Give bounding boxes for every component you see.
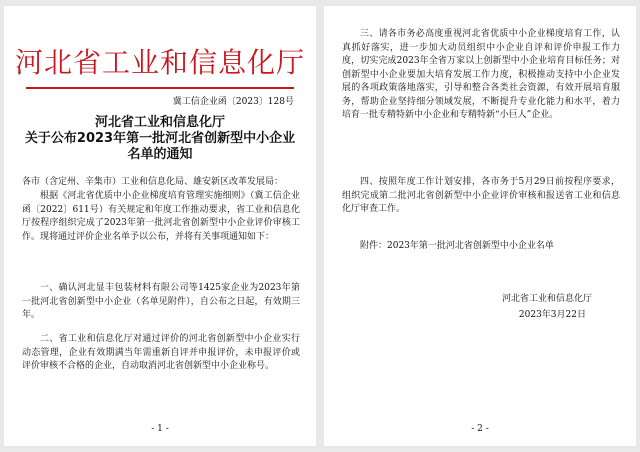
attachment-line: 附件：2023年第一批河北省创新型中小企业名单 [360, 241, 554, 251]
item-3-paragraph: 三、请各市务必高度重视河北省优质中小企业梯度培育工作，认真抓好落实，进一步加大动员组织中小企业自评和评价申报工作力度，切实完成2023年全省万家以上创新型中小企业培育目标任务；对创新型中小企业要加大培育发展工作力度，积极推动支持中小企业发展的各项政策落地落实，引导和整合各类社会资源，有效开展培育服务，帮助企业坚持细分领域发展，不断提升专业化能力和水平，着力培育一批专精特新中小企业和专精特新“小巨人”企业。 [342, 29, 620, 120]
item-1-paragraph: 一、确认河北显丰包装材料有限公司等1425家企业为2023年第一批河北省创新型中小企业（名单见附件），自公布之日起，有效期三年。 [22, 283, 300, 320]
document-page-1 [4, 6, 316, 446]
notice-title [4, 115, 316, 163]
document-number: 冀工信企业函〔2023〕128号 [172, 97, 294, 107]
red-divider [26, 87, 294, 89]
notice-title-line: 名单的通知 [127, 147, 193, 162]
item-4-paragraph: 四、按照年度工作计划安排，各市务于5月29日前按程序要求，组织完成第二批河北省创新型中小企业评价审核和报送省工业和信息化厅审查工作。 [342, 177, 620, 214]
letterhead-title: 河北省工业和信息化厅 [14, 46, 305, 79]
item-2-paragraph: 二、省工业和信息化厅对通过评价的河北省创新型中小企业实行动态管理，企业有效期满当年需重新自评并申报评价，未申报评价或评价审核不合格的企业，自动取消河北省创新型中小企业称号。 [22, 334, 300, 371]
notice-title-line: 关于公布2023年第一批河北省创新型中小企业 [24, 131, 296, 146]
signatory: 河北省工业和信息化厅 [501, 294, 592, 304]
issue-date: 2023年3月22日 [518, 310, 586, 320]
document-page-2 [324, 6, 636, 446]
page-number: - 1 - [151, 424, 169, 434]
page-number: - 2 - [471, 424, 489, 434]
intro-paragraph: 根据《河北省优质中小企业梯度培育管理实施细则》（冀工信企业函〔2022〕611号）有关规定和年度工作推动要求，省工业和信息化厅按程序组织完成了2023年第一批河北省创新型中小企业评价审核工作。现将通过评价企业名单予以公布，并将有关事项通知如下： [22, 191, 300, 242]
addressee: 各市（含定州、辛集市）工业和信息化局、雄安新区改革发展局： [22, 177, 284, 187]
notice-title-line: 河北省工业和信息化厅 [94, 115, 225, 130]
